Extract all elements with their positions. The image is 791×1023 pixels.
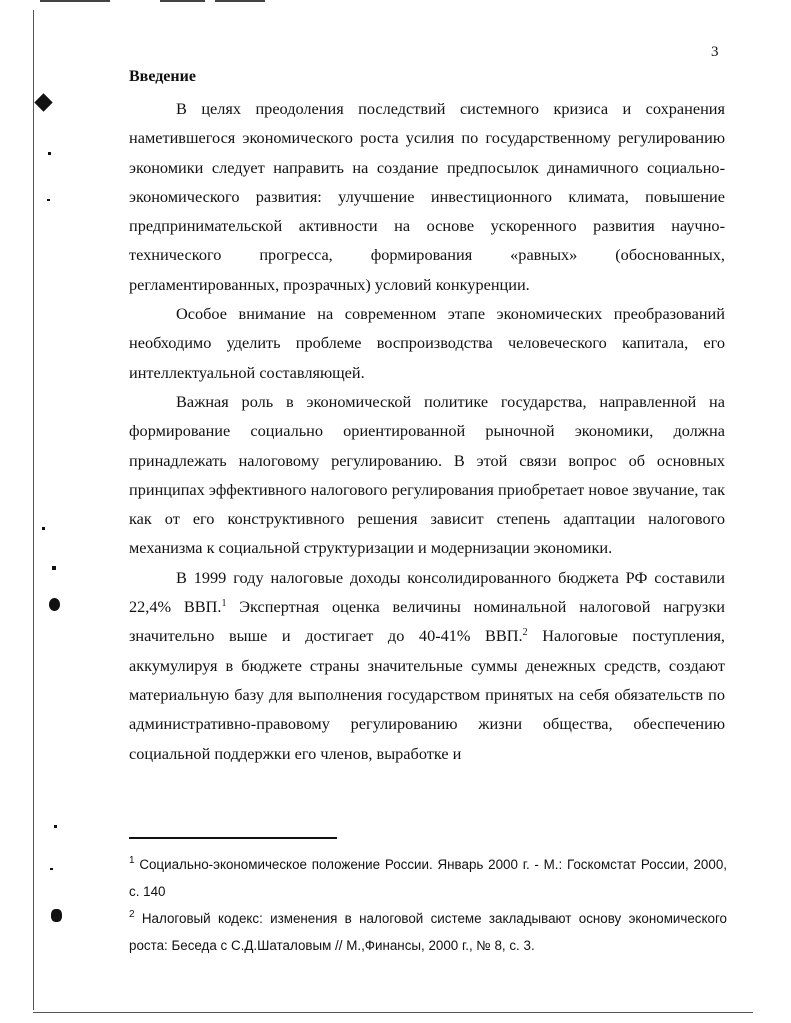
scan-edge-bottom <box>33 1012 753 1013</box>
scan-edge-top-right <box>215 0 265 2</box>
scan-speck <box>52 566 56 570</box>
footnote-text: Налоговый кодекс: изменения в налоговой системе закладывают основу экономического роста: Беседа с С.Д.Шаталовым // М.,Финансы, 2000 г., № 8, с. 3. <box>129 911 727 953</box>
paragraph: В целях преодоления последствий системного кризиса и сохранения наметившегося экономического роста усилия по государственному регулированию экономики следует направить на создание предпосылок динамичного социально-экономического развития: улучшение инвестиционного климата, повышение предпринимательской активности на основе ускоренного развития научно-технического прогресса, формирования «равных» (обоснованных, регламентированных, прозрачных) условий конкуренции. <box>129 99 725 294</box>
footnote <box>129 905 727 959</box>
scan-speck <box>42 527 45 530</box>
footnote-reference: 1 <box>221 598 227 610</box>
footnote-text: Социально-экономическое положение России. Январь 2000 г. - М.: Госкомстат России, 2000, с. 140 <box>129 857 727 899</box>
footnote-marker: 2 <box>129 909 135 920</box>
scan-edge-top-mid <box>160 0 205 2</box>
paragraph-part: Налоговые поступления, аккумулируя в бюджете страны значительные суммы денежных средств, создают материальную базу для выполнения государством принятых на себя обязательств по административно-правовому регулированию жизни общества, обеспечению социальной поддержки его членов, выработке и <box>129 626 726 763</box>
footnotes <box>129 851 727 959</box>
paragraph: Важная роль в экономической политике государства, направленной на формирование социально ориентированной рыночной экономики, должна принадлежать налоговому регулированию. В этой связи вопрос об основных принципах эффективного налогового регулирования приобретает новое звучание, так как от его конструктивного решения зависит степень адаптации налогового механизма к социальной структуризации и модернизации экономики. <box>129 391 725 558</box>
paragraph <box>129 563 725 768</box>
scan-speck <box>54 825 57 828</box>
page-number: 3 <box>711 44 719 60</box>
scan-speck <box>51 909 62 922</box>
paragraph-part: Экспертная оценка величины номинальной налоговой нагрузки значительно выше и достигает до 40-41% ВВП. <box>129 597 725 646</box>
footnote-marker: 1 <box>129 855 135 866</box>
scan-edge-top-left <box>40 0 110 2</box>
footnote-separator <box>129 837 337 839</box>
paragraph-part: В 1999 году налоговые доходы консолидированного бюджета РФ составили 22,4% ВВП. <box>129 567 725 617</box>
paragraph: Особое внимание на современном этапе экономических преобразований необходимо уделить проблеме воспроизводства человеческого капитала, его интеллектуальной составляющей. <box>129 304 725 382</box>
scan-speck <box>48 152 51 155</box>
scan-edge-left <box>33 10 34 1010</box>
scan-speck <box>47 199 50 201</box>
scan-speck <box>49 598 60 611</box>
body-text <box>129 94 725 768</box>
scan-speck <box>34 93 52 111</box>
section-heading: Введение <box>129 68 196 85</box>
scan-speck <box>50 868 53 870</box>
footnote <box>129 851 727 905</box>
footnote-reference: 2 <box>522 627 528 639</box>
